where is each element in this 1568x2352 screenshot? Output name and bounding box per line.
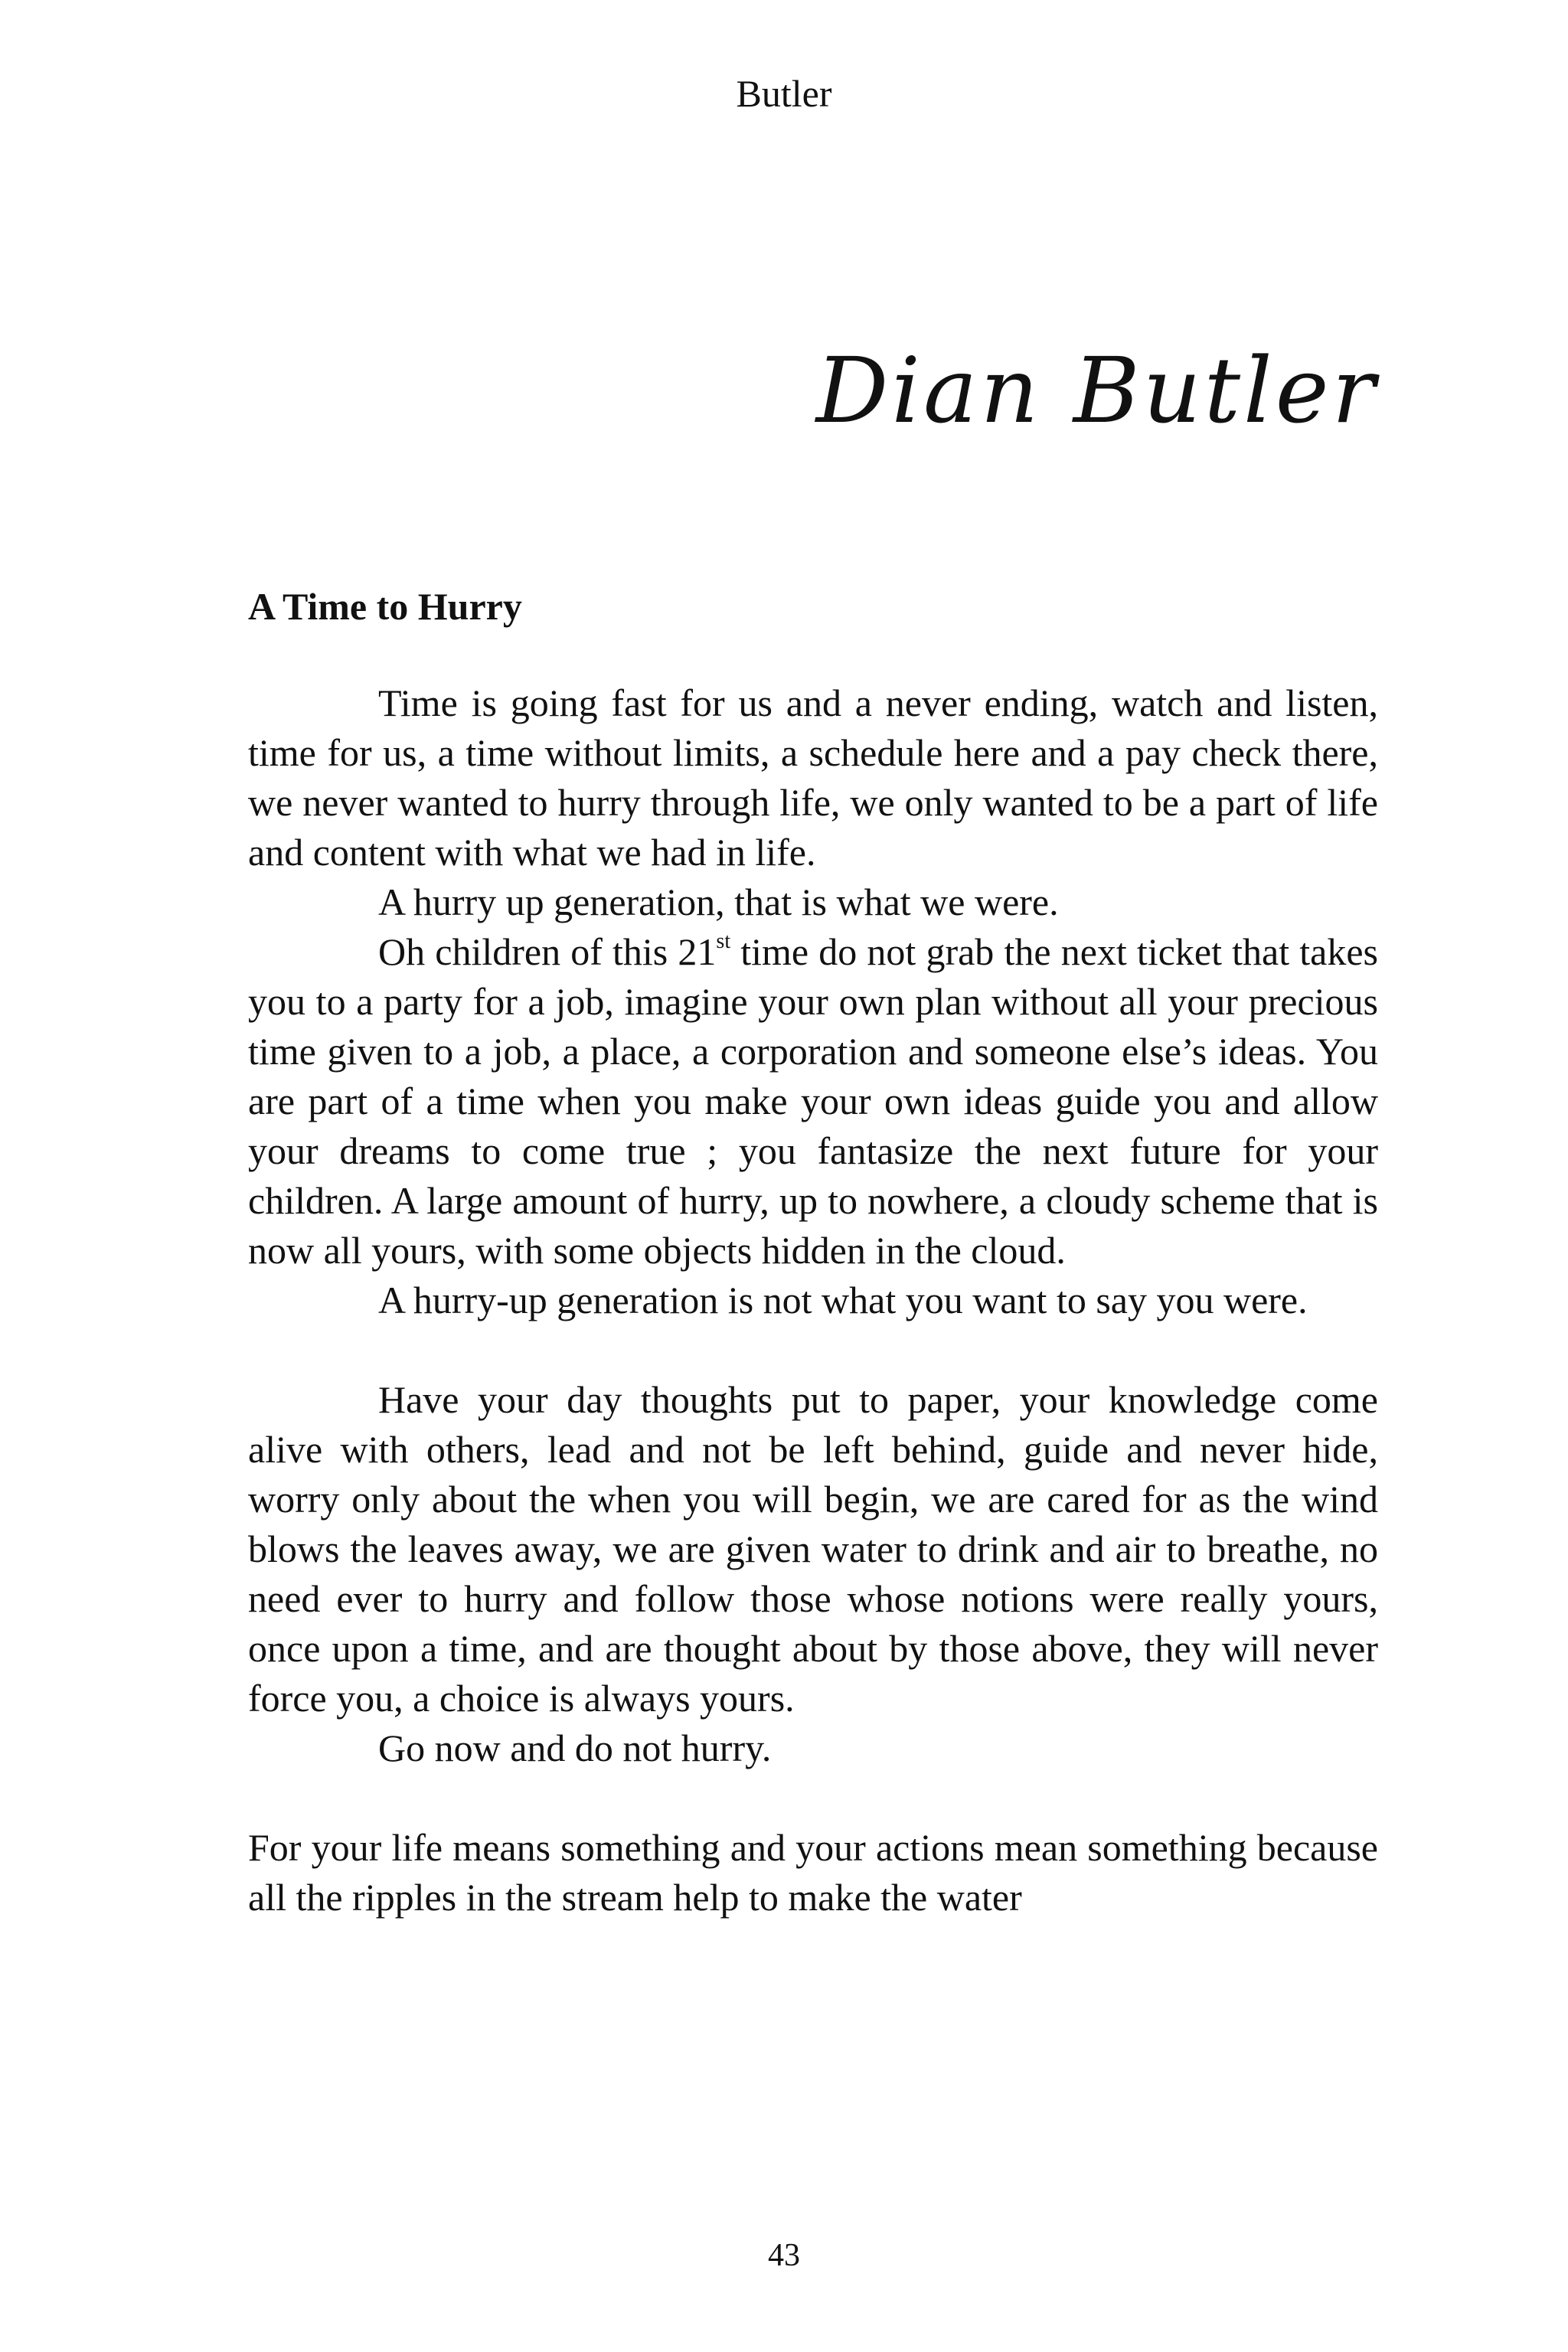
paragraph-text: time do not grab the next ticket that takes you to a party for a job, imagine your own plan without all your precious time given to a job, a place, a corporation and someone else’s ideas. You are part of a time when you make your own ideas guide you and allow your dreams to come true ; you fantasize the next future for your children. A large amount of hurry, up to nowhere, a cloudy scheme that is now all yours, with some objects hidden in the cloud. (248, 930, 1378, 1272)
author-name: Dian Butler (815, 338, 1378, 443)
ordinal-superscript: st (716, 929, 731, 953)
paragraph: Go now and do not hurry. (378, 1726, 772, 1769)
article-title: A Time to Hurry (248, 585, 522, 628)
running-head: Butler (736, 72, 832, 115)
paragraph-text: Oh children of this 21 (378, 930, 717, 973)
paragraph: Time is going fast for us and a never ending, watch and listen, time for us, a time without limits, a schedule here and a pay check there, we never wanted to hurry through life, we only wanted to be a part of life and content with what we had in life. (248, 681, 1378, 874)
paragraph: A hurry-up generation is not what you want to say you were. (378, 1279, 1308, 1321)
paragraph-gap (248, 1773, 1378, 1823)
paragraph (248, 927, 1378, 1276)
article (248, 582, 1378, 1922)
paragraph: Have your day thoughts put to paper, your knowledge come alive with others, lead and not be left behind, guide and never hide, worry only about the when you will begin, we are cared for as the wind blows the leaves away, we are given water to drink and air to breathe, no need ever to hurry and follow those whose notions were really yours, once upon a time, and are thought about by those above, they will never force you, a choice is always yours. (248, 1378, 1378, 1720)
article-body (248, 678, 1378, 1922)
paragraph: A hurry up generation, that is what we were. (378, 880, 1059, 923)
paragraph: For your life means something and your actions mean something because all the ripples in the stream help to make the water (248, 1826, 1378, 1919)
paragraph-gap (248, 1325, 1378, 1375)
page-number: 43 (768, 2238, 800, 2273)
